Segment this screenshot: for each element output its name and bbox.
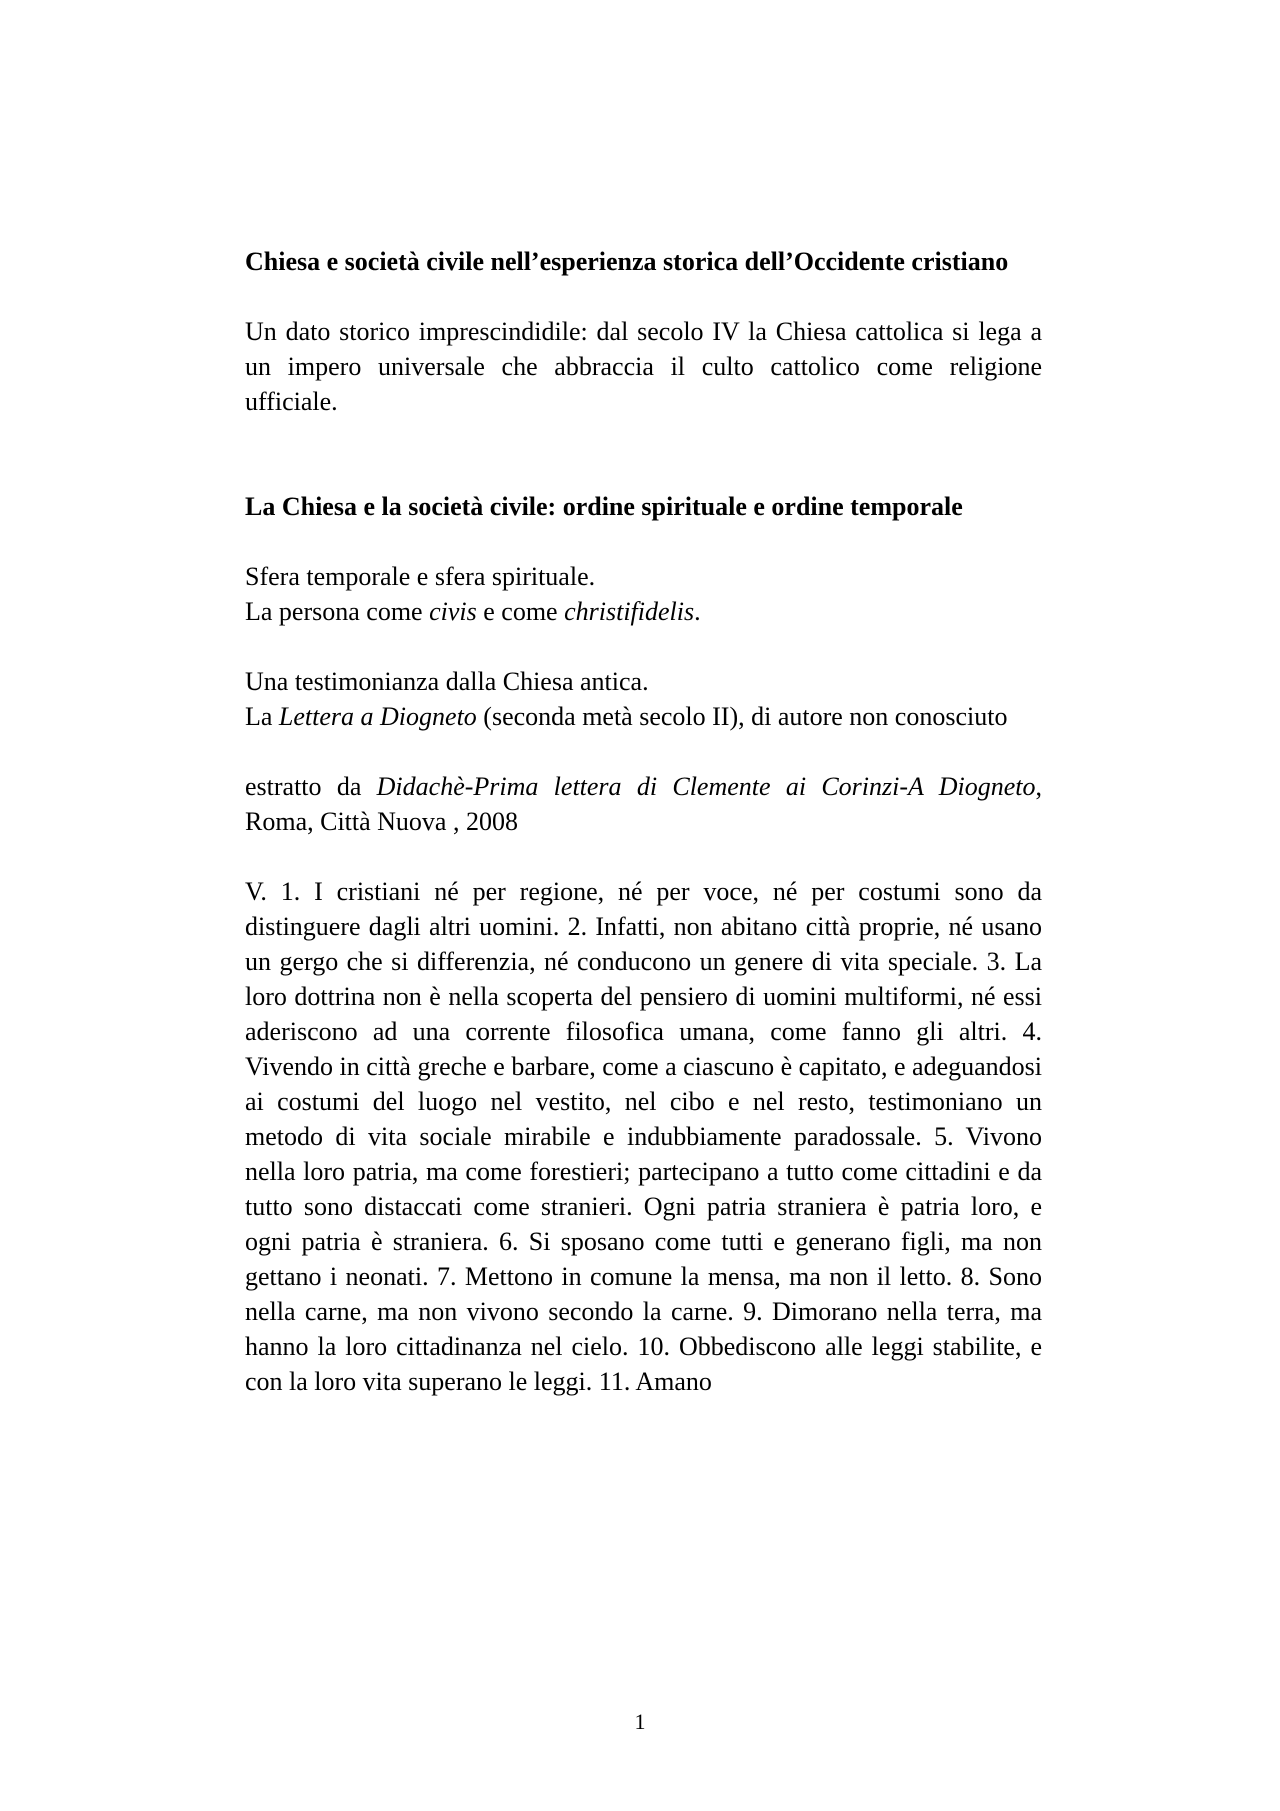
persona-post: . (694, 597, 701, 626)
lettera-pre: La (245, 702, 279, 731)
document-page (245, 244, 1042, 1399)
testimony-block (245, 664, 1042, 734)
spheres-block (245, 559, 1042, 629)
source-citation (245, 769, 1042, 839)
source-title: Didachè-Prima lettera di Clemente ai Corinzi-A Diogneto (376, 772, 1036, 801)
page-number: 1 (634, 1709, 646, 1734)
source-post: , Roma, Città Nuova , 2008 (245, 772, 1042, 836)
intro-paragraph: Un dato storico imprescindidile: dal secolo IV la Chiesa cattolica si lega a un impero universale che abbraccia il culto cattolico come religione ufficiale. (245, 317, 1042, 416)
persona-line (245, 594, 1042, 629)
section-heading-ordine: La Chiesa e la società civile: ordine spirituale e ordine temporale (245, 492, 963, 521)
section-heading-chiesa-societa: Chiesa e società civile nell’esperienza storica dell’Occidente cristiano (245, 247, 1009, 276)
persona-civis: civis (429, 597, 477, 626)
persona-pre: La persona come (245, 597, 430, 626)
testimony-line: Una testimonianza dalla Chiesa antica. (245, 667, 649, 696)
excerpt-paragraph: V. 1. I cristiani né per regione, né per voce, né per costumi sono da distinguere dagli altri uomini. 2. Infatti, non abitano città proprie, né usano un gergo che si differenzia, né conducono un genere di vita speciale. 3. La loro dottrina non è nella scoperta del pensiero di uomini multiformi, né essi aderiscono ad una corrente filosofica umana, come fanno gli altri. 4. Vivendo in città greche e barbare, come a ciascuno è capitato, e adeguandosi ai costumi del luogo nel vestito, nel cibo e nel resto, testimoniano un metodo di vita sociale mirabile e indubbiamente paradossale. 5. Vivono nella loro patria, ma come forestieri; partecipano a tutto come cittadini e da tutto sono distaccati come stranieri. Ogni patria straniera è patria loro, e ogni patria è straniera. 6. Si sposano come tutti e generano figli, ma non gettano i neonati. 7. Mettono in comune la mensa, ma non il letto. 8. Sono nella carne, ma non vivono secondo la carne. 9. Dimorano nella terra, ma hanno la loro cittadinanza nel cielo. 10. Obbediscono alle leggi stabilite, e con la loro vita superano le leggi. 11. Amano (245, 877, 1042, 1396)
lettera-post: (seconda metà secolo II), di autore non conosciuto (476, 702, 1008, 731)
source-pre: estratto da (245, 772, 377, 801)
lettera-title: Lettera a Diogneto (278, 702, 477, 731)
spheres-line: Sfera temporale e sfera spirituale. (245, 562, 596, 591)
lettera-line (245, 699, 1042, 734)
persona-mid: e come (476, 597, 565, 626)
persona-christifidelis: christifidelis (564, 597, 695, 626)
